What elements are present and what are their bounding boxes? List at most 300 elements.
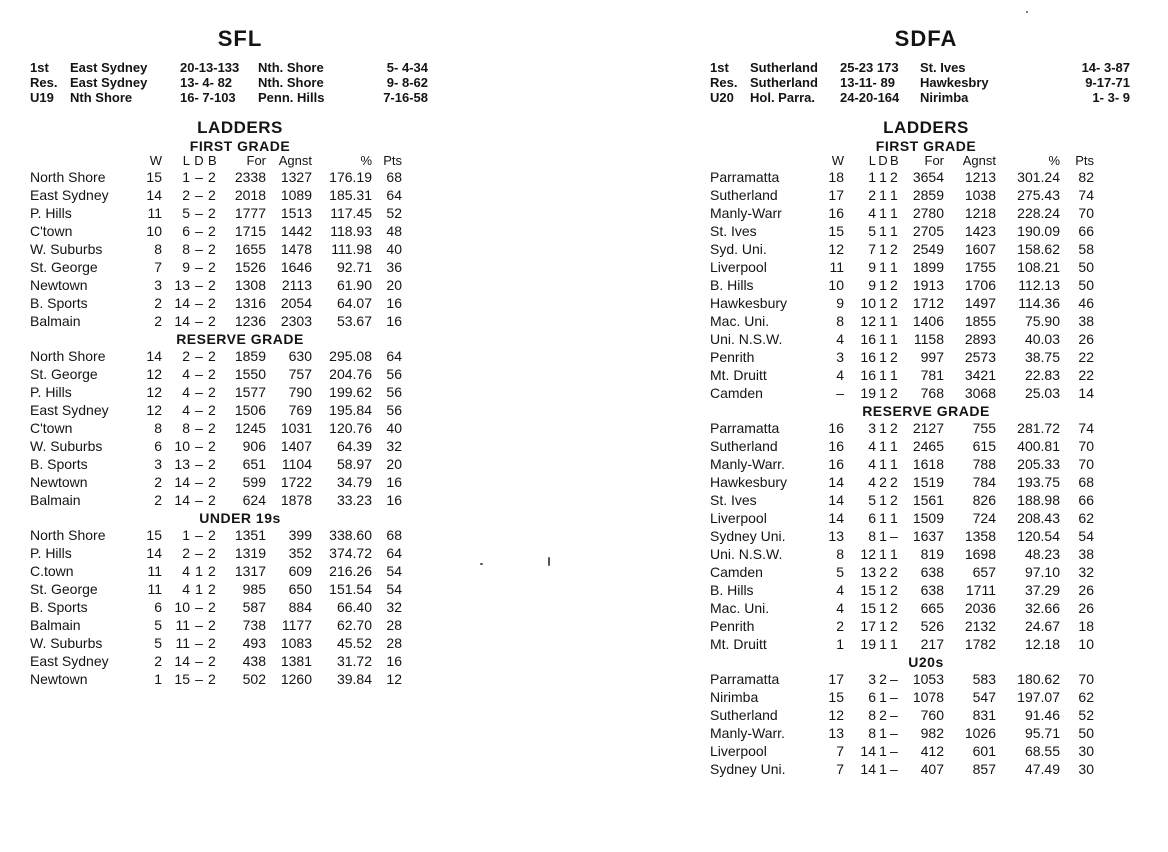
- ladder-l: 4: [182, 366, 190, 382]
- ladder-pts: 62: [1078, 689, 1094, 705]
- ladder-l: 15: [860, 600, 876, 616]
- header-pct: %: [1048, 153, 1060, 168]
- ladder-b: 1: [890, 510, 898, 526]
- ladder-agnst: 2054: [280, 295, 312, 311]
- ladder-d: 1: [879, 725, 887, 741]
- ladder-w: 13: [828, 725, 844, 741]
- ladder-team: Liverpool: [710, 510, 767, 526]
- ladder-row: [710, 294, 1094, 312]
- result-winner-score: 25-23 173: [840, 60, 899, 75]
- ladder-d: –: [195, 653, 203, 669]
- ladder-row: [710, 545, 1094, 563]
- ladder-for: 1506: [234, 402, 266, 418]
- ladder-for: 217: [920, 636, 944, 652]
- ladder-b: –: [890, 725, 898, 741]
- ladder-for: 985: [242, 581, 266, 597]
- ladder-agnst: 2132: [964, 618, 996, 634]
- ladder-b: 2: [890, 474, 898, 490]
- ladder-for: 2338: [234, 169, 266, 185]
- ladder-for: 1053: [912, 671, 944, 687]
- ladder-for: 407: [920, 761, 944, 777]
- ladder-w: 16: [828, 420, 844, 436]
- ladder-for: 651: [242, 456, 266, 472]
- result-winner: East Sydney: [70, 75, 148, 90]
- ladder-b: 2: [890, 618, 898, 634]
- ladder-for: 1245: [234, 420, 266, 436]
- ladder-agnst: 2113: [281, 277, 312, 293]
- ladder-pts: 36: [386, 259, 402, 275]
- ladder-team: St. George: [30, 581, 98, 597]
- ladder-for: 502: [242, 671, 266, 687]
- ladder-team: Camden: [710, 564, 763, 580]
- ladder-agnst: 1646: [280, 259, 312, 275]
- ladder-d: 1: [879, 259, 887, 275]
- ladder-b: 2: [208, 241, 216, 257]
- ladder-l: 14: [860, 761, 876, 777]
- ladder-b: 1: [890, 367, 898, 383]
- ladder-b: 2: [208, 653, 216, 669]
- ladder-for: 1712: [912, 295, 944, 311]
- ladder-d: –: [195, 545, 203, 561]
- ladder-pts: 52: [1078, 707, 1094, 723]
- ladder-b: 1: [890, 187, 898, 203]
- ladder-b: 2: [208, 402, 216, 418]
- ladder-for: 2018: [234, 187, 266, 203]
- ladder-team: Uni. N.S.W.: [710, 546, 783, 562]
- ladder-d: 1: [879, 295, 887, 311]
- ladder-w: 16: [828, 438, 844, 454]
- result-winner-score: 20-13-133: [180, 60, 240, 75]
- ladder-w: 14: [828, 492, 844, 508]
- ladder-header-row: [30, 154, 402, 168]
- result-grade: 1st: [710, 60, 729, 75]
- result-grade: Res.: [30, 75, 58, 90]
- ladder-d: 1: [879, 618, 887, 634]
- ladder-l: 13: [860, 564, 876, 580]
- ladder-l: 4: [182, 563, 190, 579]
- ladder-l: 8: [182, 420, 190, 436]
- ladder-l: 11: [175, 635, 190, 651]
- ladder-b: 2: [208, 474, 216, 490]
- ladder-w: 1: [836, 636, 844, 652]
- result-winner: Sutherland: [750, 75, 818, 90]
- ladder-team: W. Suburbs: [30, 438, 103, 454]
- ladder-d: –: [195, 277, 203, 293]
- ladder-for: 2859: [912, 187, 944, 203]
- grade-title: FIRST GRADE: [189, 138, 291, 154]
- ladder-row: [30, 562, 402, 580]
- ladder-row: [710, 455, 1094, 473]
- ladder-for: 1509: [912, 510, 944, 526]
- ladder-row: [30, 383, 402, 401]
- ladder-row: [30, 491, 402, 509]
- ladder-agnst: 1513: [280, 205, 312, 221]
- ladder-row: [710, 204, 1094, 222]
- ladder-row: [30, 276, 402, 294]
- ladder-w: –: [836, 385, 844, 401]
- ladder-l: 16: [860, 367, 876, 383]
- result-winner: Nth Shore: [70, 90, 133, 105]
- ladder-row: [710, 186, 1094, 204]
- league-title: SDFA: [894, 26, 958, 51]
- ladder-pct: 95.71: [1024, 725, 1060, 741]
- ladder-b: 2: [208, 187, 216, 203]
- result-loser: Hawkesbry: [920, 75, 989, 90]
- ladder-team: Syd. Uni.: [710, 241, 767, 257]
- ladder-agnst: 757: [288, 366, 312, 382]
- ladder-pct: 195.84: [329, 402, 372, 418]
- ladder-row: [30, 419, 402, 437]
- ladder-agnst: 657: [972, 564, 996, 580]
- ladder-l: 9: [868, 259, 876, 275]
- ladder-pts: 50: [1078, 259, 1094, 275]
- ladder-d: –: [195, 169, 203, 185]
- ladder-team: Balmain: [30, 617, 81, 633]
- ladder-d: 1: [879, 689, 887, 705]
- ladder-l: 16: [860, 331, 876, 347]
- ladder-agnst: 352: [288, 545, 312, 561]
- ladder-d: 1: [879, 600, 887, 616]
- ladder-l: 12: [860, 313, 876, 329]
- ladder-row: [710, 688, 1094, 706]
- ladder-pts: 22: [1078, 367, 1094, 383]
- header-pts: Pts: [383, 153, 402, 168]
- ladder-w: 17: [828, 671, 844, 687]
- ladder-team: Mac. Uni.: [710, 600, 770, 616]
- ladder-agnst: 1213: [964, 169, 996, 185]
- ladder-d: 1: [879, 636, 887, 652]
- ladder-pct: 66.40: [336, 599, 372, 615]
- ladder-pct: 39.84: [336, 671, 372, 687]
- ladder-table: [30, 347, 402, 509]
- ladder-pts: 68: [386, 527, 402, 543]
- result-loser-score: 14- 3-87: [1081, 60, 1130, 75]
- ladder-pts: 28: [386, 635, 402, 651]
- ladder-w: 16: [828, 205, 844, 221]
- ladder-container: [710, 138, 1142, 778]
- header-for: For: [924, 153, 944, 168]
- ladder-table: [30, 154, 402, 330]
- scan-speck: [1026, 11, 1028, 13]
- ladder-pts: 46: [1078, 295, 1094, 311]
- ladder-b: 2: [208, 438, 216, 454]
- ladder-agnst: 831: [972, 707, 996, 723]
- header-agnst: Agnst: [962, 153, 996, 168]
- ladder-b: –: [890, 671, 898, 687]
- ladder-w: 3: [154, 277, 162, 293]
- ladder-d: –: [195, 402, 203, 418]
- ladder-row: [710, 563, 1094, 581]
- ladder-pts: 50: [1078, 277, 1094, 293]
- ladder-d: 1: [879, 349, 887, 365]
- ladder-pct: 176.19: [329, 169, 372, 185]
- ladder-b: 2: [208, 527, 216, 543]
- ladder-team: St. George: [30, 366, 98, 382]
- ladder-w: 12: [828, 241, 844, 257]
- ladder-l: 6: [868, 689, 876, 705]
- result-loser: Penn. Hills: [258, 90, 325, 105]
- ladder-agnst: 1722: [280, 474, 312, 490]
- ladder-l: 5: [182, 205, 190, 221]
- ladder-team: Mac. Uni.: [710, 313, 770, 329]
- ladder-w: 11: [829, 259, 844, 275]
- ladder-w: 7: [836, 743, 844, 759]
- ladder-agnst: 769: [288, 402, 312, 418]
- result-loser-score: 1- 3- 9: [1092, 90, 1130, 105]
- ladder-l: 3: [868, 671, 876, 687]
- sdfa-section: [710, 26, 1142, 778]
- ladder-b: 1: [890, 259, 898, 275]
- ladder-pts: 66: [1078, 492, 1094, 508]
- ladder-b: 2: [208, 348, 216, 364]
- ladder-b: 2: [208, 671, 216, 687]
- ladder-for: 1316: [234, 295, 266, 311]
- ladder-d: –: [195, 313, 203, 329]
- ladder-l: 2: [182, 187, 190, 203]
- result-winner-score: 16- 7-103: [180, 90, 236, 105]
- ladder-w: 15: [146, 169, 162, 185]
- ladder-row: [710, 491, 1094, 509]
- header-l: L: [182, 153, 190, 168]
- header-l: L: [868, 153, 876, 168]
- ladder-agnst: 1381: [280, 653, 312, 669]
- result-grade: U20: [710, 90, 734, 105]
- ladder-w: 2: [836, 618, 844, 634]
- ladder-row: [710, 635, 1094, 653]
- grade-title: RESERVE GRADE: [862, 403, 990, 419]
- ladder-for: 412: [920, 743, 944, 759]
- ladder-w: 3: [154, 456, 162, 472]
- ladder-b: 1: [890, 205, 898, 221]
- ladder-pts: 40: [386, 420, 402, 436]
- ladder-team: Hawkesbury: [710, 295, 788, 311]
- ladder-b: 2: [208, 563, 216, 579]
- header-pct: %: [360, 153, 372, 168]
- ladder-pts: 82: [1078, 169, 1094, 185]
- ladder-w: 15: [828, 689, 844, 705]
- ladder-b: 2: [208, 420, 216, 436]
- ladder-for: 819: [920, 546, 944, 562]
- ladder-w: 10: [146, 223, 162, 239]
- ladder-team: P. Hills: [30, 545, 72, 561]
- ladder-d: 1: [879, 223, 887, 239]
- ladder-pct: 114.36: [1018, 295, 1060, 311]
- ladder-agnst: 1782: [964, 636, 996, 652]
- result-row: [30, 75, 428, 90]
- ladder-w: 17: [828, 187, 844, 203]
- ladder-row: [710, 384, 1094, 402]
- ladder-for: 1655: [234, 241, 266, 257]
- ladder-pts: 64: [386, 187, 402, 203]
- ladder-pts: 32: [386, 599, 402, 615]
- ladder-agnst: 1755: [964, 259, 996, 275]
- ladder-table: [710, 419, 1094, 653]
- ladder-w: 9: [836, 295, 844, 311]
- ladder-row: [710, 581, 1094, 599]
- ladder-agnst: 609: [288, 563, 312, 579]
- ladder-row: [710, 760, 1094, 778]
- ladder-for: 1561: [912, 492, 944, 508]
- ladder-pts: 26: [1078, 600, 1094, 616]
- ladder-pct: 120.76: [329, 420, 372, 436]
- ladder-pct: 25.03: [1024, 385, 1060, 401]
- ladder-pts: 74: [1078, 187, 1094, 203]
- ladder-team: Sutherland: [710, 438, 778, 454]
- ladder-team: Sutherland: [710, 707, 778, 723]
- ladder-pts: 56: [386, 366, 402, 382]
- ladder-b: 2: [890, 169, 898, 185]
- ladder-row: [710, 312, 1094, 330]
- ladder-pct: 22.83: [1024, 367, 1060, 383]
- ladder-w: 14: [146, 348, 162, 364]
- ladder-for: 624: [242, 492, 266, 508]
- ladder-pct: 338.60: [329, 527, 372, 543]
- ladder-d: 1: [879, 205, 887, 221]
- ladder-team: East Sydney: [30, 187, 109, 203]
- ladder-pts: 74: [1078, 420, 1094, 436]
- ladder-for: 738: [242, 617, 266, 633]
- ladder-team: B. Sports: [30, 456, 88, 472]
- ladder-l: 6: [868, 510, 876, 526]
- ladder-agnst: 1089: [280, 187, 312, 203]
- ladder-table: [710, 670, 1094, 778]
- ladder-for: 493: [242, 635, 266, 651]
- ladder-row: [30, 437, 402, 455]
- ladder-row: [30, 168, 402, 186]
- result-grade: Res.: [710, 75, 738, 90]
- ladder-l: 10: [174, 438, 190, 454]
- ladder-pts: 20: [386, 277, 402, 293]
- ladder-agnst: 790: [288, 384, 312, 400]
- ladder-l: 4: [182, 402, 190, 418]
- ladder-b: –: [890, 743, 898, 759]
- ladder-agnst: 1698: [964, 546, 996, 562]
- ladder-b: 1: [890, 636, 898, 652]
- ladder-row: [710, 742, 1094, 760]
- result-row: [710, 75, 1130, 90]
- ladder-pts: 68: [1078, 474, 1094, 490]
- ladder-d: 1: [879, 331, 887, 347]
- ladder-d: 1: [879, 546, 887, 562]
- ladder-b: 2: [890, 241, 898, 257]
- ladder-d: 1: [879, 743, 887, 759]
- ladder-table: [30, 526, 402, 688]
- ladder-d: 1: [879, 528, 887, 544]
- ladder-b: –: [890, 689, 898, 705]
- ladder-for: 982: [920, 725, 944, 741]
- ladder-d: 1: [879, 510, 887, 526]
- ladder-team: Parramatta: [710, 169, 780, 185]
- ladder-b: 2: [208, 581, 216, 597]
- ladder-team: Newtown: [30, 277, 88, 293]
- ladder-for: 1526: [234, 259, 266, 275]
- ladder-w: 16: [828, 456, 844, 472]
- ladder-l: 19: [860, 385, 876, 401]
- ladder-pct: 111.98: [331, 241, 372, 257]
- ladder-pts: 48: [386, 223, 402, 239]
- ladder-l: 3: [868, 420, 876, 436]
- ladder-row: [710, 419, 1094, 437]
- ladder-for: 3654: [912, 169, 944, 185]
- ladder-d: 1: [879, 456, 887, 472]
- ladder-team: Penrith: [710, 618, 755, 634]
- ladder-agnst: 1104: [281, 456, 312, 472]
- ladder-pts: 18: [1078, 618, 1094, 634]
- ladder-pts: 14: [1078, 385, 1094, 401]
- ladder-row: [30, 347, 402, 365]
- ladder-pts: 28: [386, 617, 402, 633]
- ladder-pts: 16: [386, 474, 402, 490]
- ladder-l: 11: [175, 617, 190, 633]
- ladder-b: 2: [890, 564, 898, 580]
- ladder-pts: 10: [1078, 636, 1094, 652]
- ladder-pts: 22: [1078, 349, 1094, 365]
- ladder-agnst: 857: [972, 761, 996, 777]
- ladder-pts: 30: [1078, 743, 1094, 759]
- ladder-d: 1: [879, 761, 887, 777]
- ladder-for: 1308: [234, 277, 266, 293]
- ladder-team: North Shore: [30, 169, 106, 185]
- ladder-w: 14: [146, 187, 162, 203]
- ladder-pts: 38: [1078, 546, 1094, 562]
- ladder-team: Balmain: [30, 313, 81, 329]
- scan-speck: [548, 557, 550, 566]
- ladder-b: 2: [208, 599, 216, 615]
- header-w: W: [831, 153, 844, 168]
- ladder-l: 5: [868, 223, 876, 239]
- ladder-l: 12: [860, 546, 876, 562]
- ladder-pct: 75.90: [1024, 313, 1060, 329]
- ladder-team: Newtown: [30, 671, 88, 687]
- ladder-l: 19: [860, 636, 876, 652]
- ladder-w: 2: [154, 313, 162, 329]
- ladder-row: [710, 168, 1094, 186]
- ladder-pct: 62.70: [336, 617, 372, 633]
- ladder-row: [710, 706, 1094, 724]
- ladder-for: 1351: [234, 527, 266, 543]
- ladder-team: W. Suburbs: [30, 635, 103, 651]
- ladder-d: –: [195, 492, 203, 508]
- ladder-w: 8: [154, 241, 162, 257]
- ladder-pct: 64.39: [336, 438, 372, 454]
- league-title: SFL: [217, 26, 263, 51]
- ladder-d: –: [195, 635, 203, 651]
- ladder-l: 9: [182, 259, 190, 275]
- ladder-d: –: [195, 617, 203, 633]
- ladder-pts: 58: [1078, 241, 1094, 257]
- ladder-row: [30, 526, 402, 544]
- ladder-pct: 48.23: [1024, 546, 1060, 562]
- ladder-l: 13: [174, 456, 190, 472]
- ladder-b: 2: [890, 492, 898, 508]
- ladder-b: 2: [890, 349, 898, 365]
- ladder-pct: 97.10: [1024, 564, 1060, 580]
- ladder-for: 760: [920, 707, 944, 723]
- ladder-d: –: [195, 420, 203, 436]
- ladder-agnst: 826: [972, 492, 996, 508]
- ladder-d: –: [195, 187, 203, 203]
- ladder-team: B. Sports: [30, 599, 88, 615]
- ladder-pct: 92.71: [336, 259, 372, 275]
- ladder-row: [30, 294, 402, 312]
- ladder-w: 7: [836, 761, 844, 777]
- ladder-w: 7: [154, 259, 162, 275]
- ladder-team: P. Hills: [30, 205, 72, 221]
- ladder-d: 1: [879, 187, 887, 203]
- ladder-l: 4: [868, 438, 876, 454]
- ladder-row: [30, 365, 402, 383]
- ladder-b: 2: [208, 635, 216, 651]
